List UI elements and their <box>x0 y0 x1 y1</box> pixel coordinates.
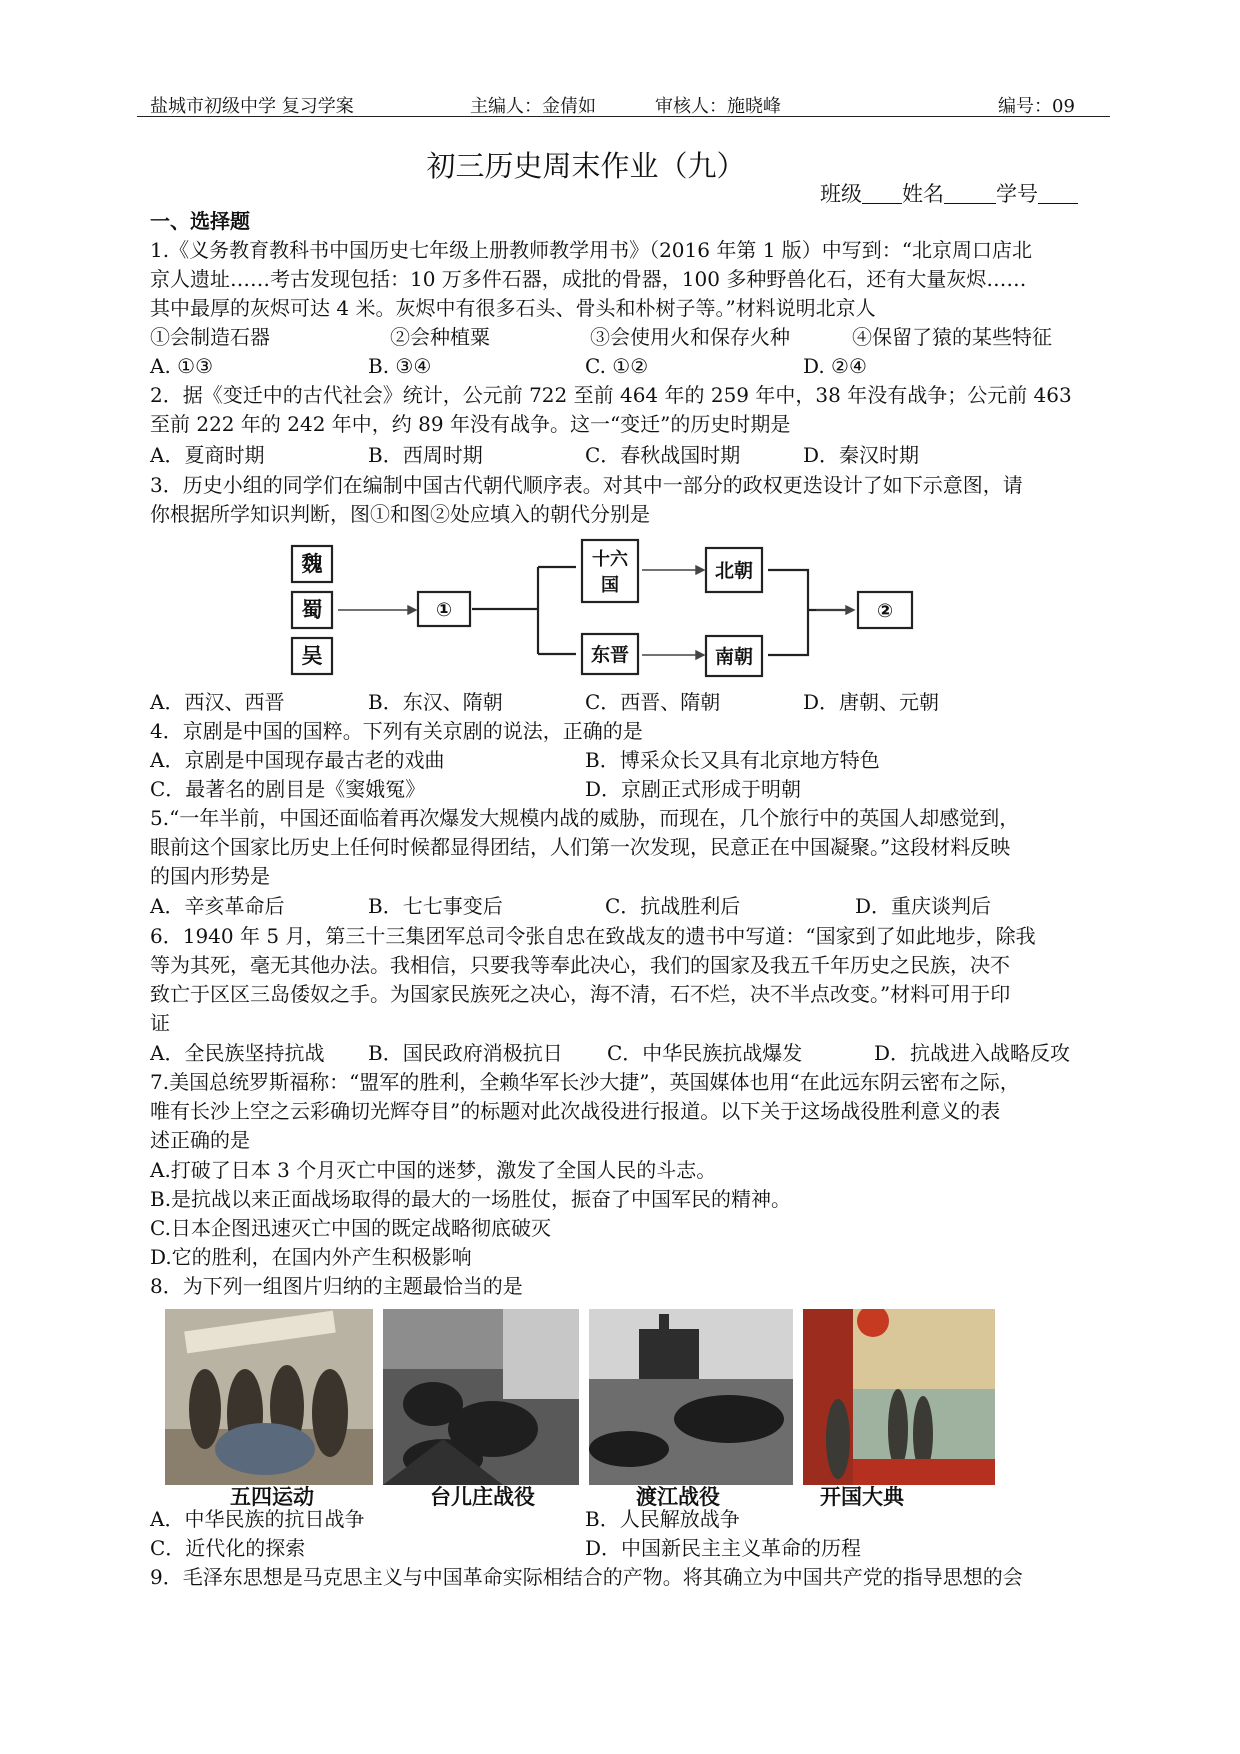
diagram-slot-two: ② <box>876 600 894 622</box>
q2-option-a[interactable]: A．夏商时期 <box>150 443 265 467</box>
q4-line: 4．京剧是中国的国粹。下列有关京剧的说法，正确的是 <box>150 719 643 743</box>
q7-option-b[interactable]: B.是抗战以来正面战场取得的最大的一场胜仗，振奋了中国军民的精神。 <box>150 1187 792 1211</box>
dynasty-diagram <box>280 532 940 682</box>
may-fourth-photo <box>165 1309 373 1485</box>
q1-item: ②会种植粟 <box>390 325 490 349</box>
id-blank[interactable] <box>1038 185 1078 204</box>
q6-line: 6．1940 年 5 月，第三十三集团军总司令张自忠在致战友的遗书中写道：“国家到了如此地步，除我 <box>150 924 1036 948</box>
caption-founding-ceremony: 开国大典 <box>820 1485 904 1509</box>
q8-option-a[interactable]: A．中华民族的抗日战争 <box>150 1507 365 1531</box>
q3-line: 3．历史小组的同学们在编制中国古代朝代顺序表。对其中一部分的政权更迭设计了如下示意图，请 <box>150 473 1023 497</box>
q6-line: 致亡于区区三岛倭奴之手。为国家民族死之决心，海不清，石不烂，决不半点改变。”材料可用于印 <box>150 982 1011 1006</box>
q6-option-b[interactable]: B．国民政府消极抗日 <box>368 1041 563 1065</box>
q2-option-d[interactable]: D．秦汉时期 <box>803 443 920 467</box>
q7-option-c[interactable]: C.日本企图迅速灭亡中国的既定战略彻底破灭 <box>150 1216 551 1240</box>
name-label: 姓名 <box>902 182 944 206</box>
q5-line: 的国内形势是 <box>150 864 270 888</box>
q8-line: 8．为下列一组图片归纳的主题最恰当的是 <box>150 1274 523 1298</box>
q5-option-a[interactable]: A．辛亥革命后 <box>150 894 285 918</box>
q6-line: 等为其死，毫无其他办法。我相信，只要我等奉此决心，我们的国家及我五千年历史之民族，决不 <box>150 953 1010 977</box>
river-crossing-photo <box>589 1309 793 1485</box>
page-title: 初三历史周末作业（九） <box>426 149 746 183</box>
q8-photo-row <box>165 1309 995 1485</box>
name-blank[interactable] <box>944 185 996 204</box>
diagram-eastern-jin: 东晋 <box>590 644 630 666</box>
q3-line: 你根据所学知识判断，图①和图②处应填入的朝代分别是 <box>150 502 650 526</box>
q7-option-d[interactable]: D.它的胜利，在国内外产生积极影响 <box>150 1245 472 1269</box>
class-label: 班级 <box>820 182 862 206</box>
q1-line: 京人遗址……考古发现包括：10 万多件石器，成批的骨器，100 多种野兽化石，还有大量灰烬…… <box>150 267 1027 291</box>
q7-option-a[interactable]: A.打破了日本 3 个月灭亡中国的迷梦，激发了全国人民的斗志。 <box>150 1158 717 1182</box>
q6-option-d[interactable]: D．抗战进入战略反攻 <box>874 1041 1071 1065</box>
q1-option-c[interactable]: C. ①② <box>585 354 649 378</box>
q3-option-d[interactable]: D．唐朝、元朝 <box>803 690 940 714</box>
q2-option-c[interactable]: C．春秋战国时期 <box>585 443 741 467</box>
q2-option-b[interactable]: B．西周时期 <box>368 443 483 467</box>
q3-option-b[interactable]: B．东汉、隋朝 <box>368 690 503 714</box>
header-divider <box>137 116 1110 117</box>
q9-line: 9．毛泽东思想是马克思主义与中国革命实际相结合的产物。将其确立为中国共产党的指导思想的会 <box>150 1565 1023 1589</box>
q7-line: 7.美国总统罗斯福称：“盟军的胜利，全赖华军长沙大捷”，英国媒体也用“在此远东阴云密布之际， <box>150 1070 1020 1094</box>
q1-line: 1.《义务教育教科书中国历史七年级上册教师教学用书》（2016 年第 1 版）中写到：“北京周口店北 <box>150 238 1033 262</box>
diagram-slot-one: ① <box>435 599 453 621</box>
reviewer: 审核人：施晓峰 <box>655 96 781 117</box>
student-info <box>820 178 1078 208</box>
diagram-southern: 南朝 <box>714 646 754 668</box>
founding-ceremony-photo <box>803 1309 995 1485</box>
editor: 主编人：金倩如 <box>470 96 596 117</box>
q4-option-a[interactable]: A．京剧是中国现存最古老的戏曲 <box>150 748 445 772</box>
q2-line: 2．据《变迁中的古代社会》统计，公元前 722 至前 464 年的 259 年中，38 年没有战争；公元前 463 <box>150 383 1072 407</box>
q5-option-c[interactable]: C．抗战胜利后 <box>605 894 741 918</box>
q1-item: ①会制造石器 <box>150 325 270 349</box>
q1-option-b[interactable]: B. ③④ <box>368 354 432 378</box>
q1-line: 其中最厚的灰烬可达 4 米。灰烬中有很多石头、骨头和朴树子等。”材料说明北京人 <box>150 296 876 320</box>
diagram-northern: 北朝 <box>714 560 754 582</box>
q5-line: 5.“一年半前，中国还面临着再次爆发大规模内战的威胁，而现在，几个旅行中的英国人却感觉到， <box>150 806 1020 830</box>
id-label: 学号 <box>996 182 1038 206</box>
q8-option-b[interactable]: B．人民解放战争 <box>585 1507 740 1531</box>
q5-option-b[interactable]: B．七七事变后 <box>368 894 503 918</box>
q1-option-a[interactable]: A. ①③ <box>150 354 214 378</box>
q5-line: 眼前这个国家比历史上任何时候都显得团结，人们第一次发现，民意正在中国凝聚。”这段材料反映 <box>150 835 1011 859</box>
section-title: 一、选择题 <box>150 209 250 233</box>
q1-item: ④保留了猿的某些特征 <box>852 325 1052 349</box>
caption-river-crossing: 渡江战役 <box>636 1485 720 1509</box>
q8-option-d[interactable]: D．中国新民主主义革命的历程 <box>585 1536 862 1560</box>
taierzhuang-photo <box>383 1309 579 1485</box>
q3-option-a[interactable]: A．西汉、西晋 <box>150 690 285 714</box>
diagram-wei: 魏 <box>301 552 323 576</box>
diagram-wu: 吴 <box>301 644 323 668</box>
q4-option-c[interactable]: C．最著名的剧目是《窦娥冤》 <box>150 777 426 801</box>
doc-number: 编号：09 <box>998 96 1075 117</box>
diagram-sixteen: 十六 <box>592 549 628 570</box>
school-name: 盐城市初级中学 复习学案 <box>150 96 354 117</box>
diagram-shu: 蜀 <box>301 598 323 622</box>
q6-option-c[interactable]: C．中华民族抗战爆发 <box>607 1041 803 1065</box>
caption-taierzhuang: 台儿庄战役 <box>430 1485 535 1509</box>
q1-item: ③会使用火和保存火种 <box>590 325 790 349</box>
q5-option-d[interactable]: D．重庆谈判后 <box>855 894 992 918</box>
q4-option-d[interactable]: D．京剧正式形成于明朝 <box>585 777 802 801</box>
q4-option-b[interactable]: B．博采众长又具有北京地方特色 <box>585 748 880 772</box>
class-blank[interactable] <box>862 185 902 204</box>
q1-option-d[interactable]: D. ②④ <box>803 354 867 378</box>
q7-line: 述正确的是 <box>150 1128 250 1152</box>
q3-option-c[interactable]: C．西晋、隋朝 <box>585 690 721 714</box>
q7-line: 唯有长沙上空之云彩确切光辉夺目”的标题对此次战役进行报道。以下关于这场战役胜利意义的表 <box>150 1099 1001 1123</box>
diagram-kingdoms: 国 <box>601 575 619 596</box>
caption-may-fourth: 五四运动 <box>230 1485 314 1509</box>
q6-option-a[interactable]: A．全民族坚持抗战 <box>150 1041 325 1065</box>
q2-line: 至前 222 年的 242 年中，约 89 年没有战争。这一“变迁”的历史时期是 <box>150 412 791 436</box>
q6-line: 证 <box>150 1011 170 1035</box>
q8-option-c[interactable]: C．近代化的探索 <box>150 1536 306 1560</box>
